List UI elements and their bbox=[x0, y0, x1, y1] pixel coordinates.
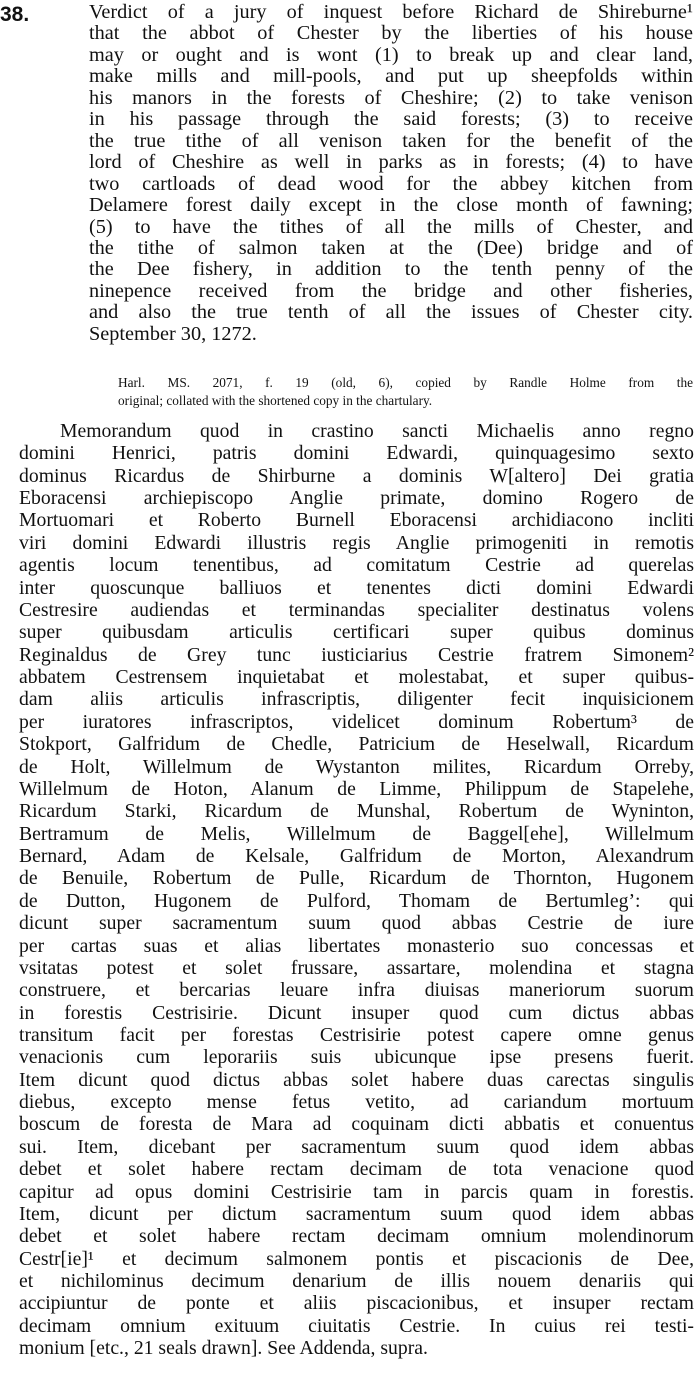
body-line: abbatem Cestrensem inquietabat et molestabat, et super quibus- bbox=[19, 666, 694, 689]
summary-line: that the abbot of Chester by the liberties of his house bbox=[89, 22, 693, 45]
summary-line: lord of Cheshire as well in parks as in forests; (4) to have bbox=[89, 151, 693, 174]
source-line: Harl. MS. 2071, f. 19 (old, 6), copied by Randle Holme from the bbox=[118, 375, 693, 390]
body-line: capitur ad opus domini Cestrisirie tam in parcis quam in forestis. bbox=[19, 1180, 694, 1203]
body-line: Willelmum de Hoton, Alanum de Limme, Philippum de Stapelehe, bbox=[19, 777, 694, 800]
body-line: Item, dicunt per dictum sacramentum suum quod idem abbas bbox=[19, 1202, 694, 1225]
body-line: dam aliis articulis infrascriptis, diligenter fecit inquisicionem bbox=[19, 688, 694, 711]
summary-line: and also the true tenth of all the issues of Chester city. bbox=[89, 301, 693, 324]
summary-line: may or ought and is wont (1) to break up and clear land, bbox=[89, 43, 693, 66]
body-line: domini Henrici, patris domini Edwardi, quinquagesimo sexto bbox=[19, 442, 694, 465]
body-line: Cestr[ie]¹ et decimum salmonem pontis et piscacionis de Dee, bbox=[19, 1247, 694, 1270]
summary-line: in his passage through the said forests; (3) to receive bbox=[89, 108, 693, 131]
body-line: dicunt super sacramentum suum quod abbas Cestrie de iure bbox=[19, 912, 694, 935]
body-line: de Dutton, Hugonem de Pulford, Thomam de Bertumleg’: qui bbox=[19, 889, 694, 912]
summary-line: the Dee fishery, in addition to the tenth penny of the bbox=[89, 258, 693, 281]
summary-line: his manors in the forests of Cheshire; (2) to take venison bbox=[89, 86, 693, 109]
body-line: sui. Item, dicebant per sacramentum suum quod idem abbas bbox=[19, 1135, 694, 1158]
summary-line: September 30, 1272. bbox=[89, 322, 257, 345]
body-line: transitum facit per forestas Cestrisirie potest capere omne genus bbox=[19, 1023, 694, 1046]
entry-number: 38. bbox=[0, 3, 30, 26]
body-line: Cestresire audiendas et terminandas specialiter destinatus volens bbox=[19, 598, 694, 621]
body-line: Bernard, Adam de Kelsale, Galfridum de Morton, Alexandrum bbox=[19, 845, 694, 868]
body-line: decimam omnium exituum ciuitatis Cestrie. In cuius rei testi- bbox=[19, 1314, 694, 1337]
body-line: agentis locum tenentibus, ad comitatum Cestrie ad querelas bbox=[19, 554, 694, 577]
body-line: dominus Ricardus de Shirburne a dominis W[altero] Dei gratia bbox=[19, 464, 694, 487]
summary-line: Delamere forest daily except in the close month of fawning; bbox=[89, 194, 693, 217]
body-line: inter quoscunque balliuos et tenentes dicti domini Edwardi bbox=[19, 576, 694, 599]
summary-line: ninepence received from the bridge and other fisheries, bbox=[89, 279, 693, 302]
body-line: debet et solet habere rectam decimam omnium molendinorum bbox=[19, 1225, 694, 1248]
body-line: accipiuntur de ponte et aliis piscacionibus, et insuper rectam bbox=[19, 1292, 694, 1315]
body-line: Ricardum Starki, Ricardum de Munshal, Robertum de Wyninton, bbox=[19, 800, 694, 823]
summary-line: Verdict of a jury of inquest before Richard de Shireburne¹ bbox=[89, 1, 693, 23]
summary-line: the true tithe of all venison taken for the benefit of the bbox=[89, 129, 693, 152]
body-line: et nichilominus decimum denarium de illis nouem denariis qui bbox=[19, 1270, 694, 1293]
body-line: de Benuile, Robertum de Pulle, Ricardum de Thornton, Hugonem bbox=[19, 867, 694, 890]
body-line: Item dicunt quod dictus abbas solet habere duas carectas singulis bbox=[19, 1068, 694, 1091]
body-line: in forestis Cestrisirie. Dicunt insuper quod cum dictus abbas bbox=[19, 1001, 694, 1024]
summary-line: the tithe of salmon taken at the (Dee) bridge and of bbox=[89, 236, 693, 259]
source-line: original; collated with the shortened copy in the chartulary. bbox=[118, 392, 433, 408]
body-line: vsitatas potest et solet frussare, assartare, molendina et stagna bbox=[19, 956, 694, 979]
summary-line: make mills and mill-pools, and put up sheepfolds within bbox=[89, 65, 693, 88]
body-line: monium [etc., 21 seals drawn]. See Addenda, supra. bbox=[19, 1337, 428, 1360]
body-line: Reginaldus de Grey tunc iusticiarius Cestrie fratrem Simonem² bbox=[19, 643, 694, 666]
body-line: Stokport, Galfridum de Chedle, Patricium de Heselwall, Ricardum bbox=[19, 733, 694, 756]
summary-line: two cartloads of dead wood for the abbey kitchen from bbox=[89, 172, 693, 195]
body-line: construere, et bercarias leuare infra diuisas maneriorum suorum bbox=[19, 979, 694, 1002]
body-line: de Holt, Willelmum de Wystanton milites, Ricardum Orreby, bbox=[19, 755, 694, 778]
body-line: super quibusdam articulis certificari super quibus dominus bbox=[19, 621, 694, 644]
body-line: debet et solet habere rectam decimam de tota venacione quod bbox=[19, 1158, 694, 1181]
body-line: diebus, excepto mense fetus vetito, ad cariandum mortuum bbox=[19, 1091, 694, 1114]
body-line: per iuratores infrascriptos, videlicet dominum Robertum³ de bbox=[19, 710, 694, 733]
body-line: Mortuomari et Roberto Burnell Eboracensi archidiacono incliti bbox=[19, 509, 694, 532]
body-line: Bertramum de Melis, Willelmum de Baggel[ehe], Willelmum bbox=[19, 822, 694, 845]
body-line: viri domini Edwardi illustris regis Anglie primogeniti in remotis bbox=[19, 531, 694, 554]
body-line: venacionis cum leporariis suis ubicunque ipse presens fuerit. bbox=[19, 1046, 694, 1069]
body-line: per cartas suas et alias libertates monasterio suo concessas et bbox=[19, 934, 694, 957]
body-line: boscum de foresta de Mara ad coquinam dicti abbatis et conuentus bbox=[19, 1113, 694, 1136]
summary-line: (5) to have the tithes of all the mills of Chester, and bbox=[89, 215, 693, 238]
body-line: Memorandum quod in crastino sancti Michaelis anno regno bbox=[60, 420, 694, 442]
body-line: Eboracensi archiepiscopo Anglie primate, domino Rogero de bbox=[19, 487, 694, 510]
